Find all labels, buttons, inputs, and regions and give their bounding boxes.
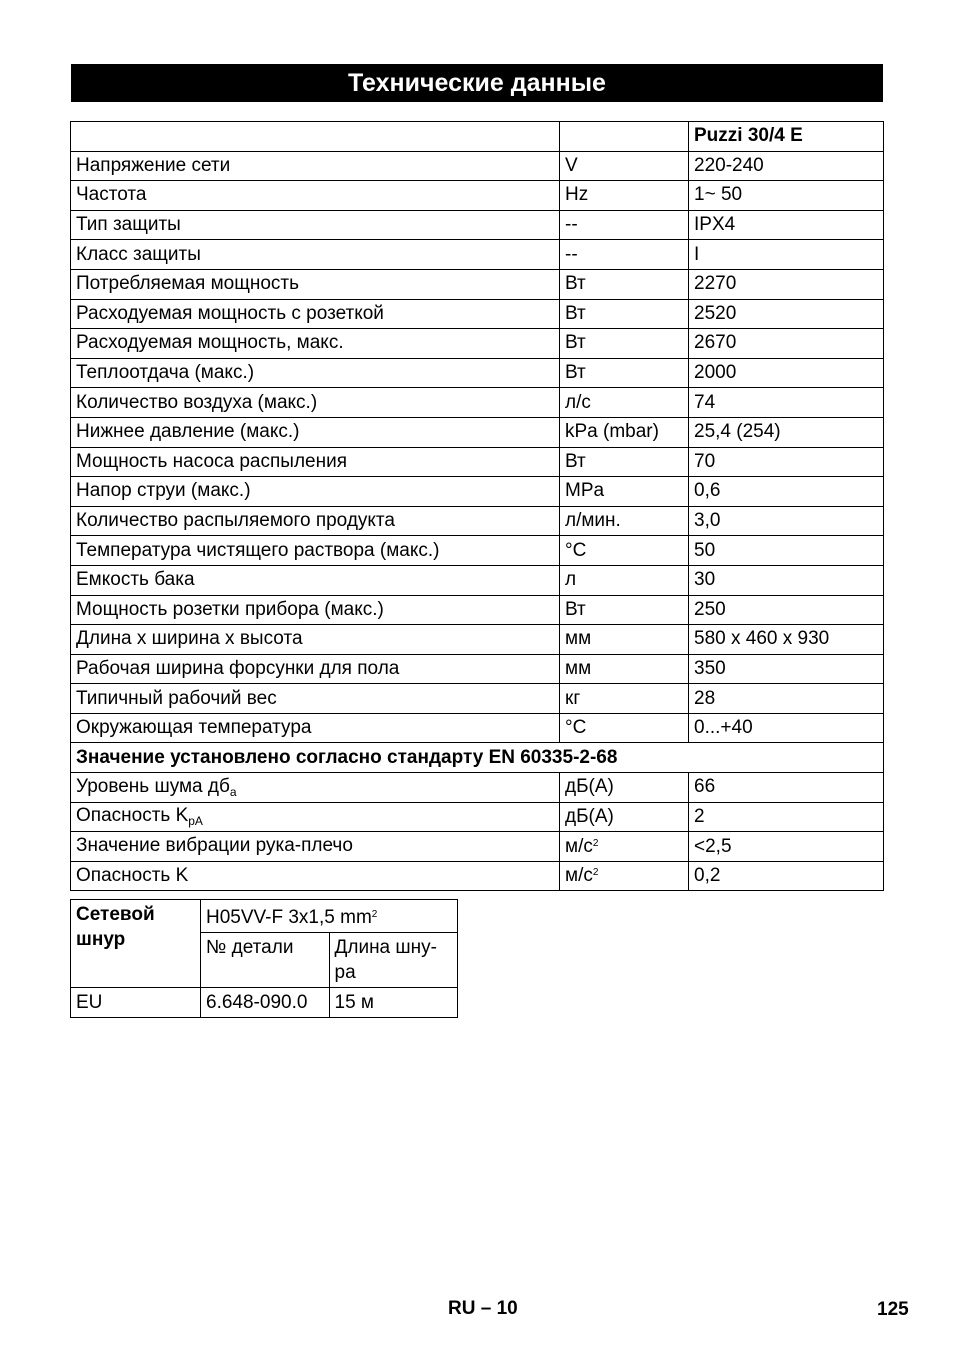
spec-label: Емкость бака (71, 565, 560, 595)
spec-label: Напряжение сети (71, 151, 560, 181)
spec-unit: Hz (560, 181, 689, 211)
spec-table (70, 121, 884, 891)
spec-unit: Вт (560, 447, 689, 477)
spec-label: Напор струи (макс.) (71, 477, 560, 507)
cord-length: 15 м (329, 988, 458, 1018)
noise-row (71, 832, 884, 862)
cable-type: H05VV-F 3x1,5 mm (206, 907, 372, 928)
spec-label: Нижнее давление (макс.) (71, 417, 560, 447)
spec-row (71, 299, 884, 329)
spec-value: 2520 (689, 299, 884, 329)
spec-unit: Вт (560, 358, 689, 388)
spec-row (71, 447, 884, 477)
noise-unit-superscript: 2 (592, 867, 599, 879)
noise-row (71, 773, 884, 803)
spec-value: I (689, 240, 884, 270)
noise-value: 66 (689, 773, 884, 803)
cord-heading: Сетевой шнур (71, 900, 201, 988)
noise-unit (560, 832, 689, 862)
noise-label (71, 773, 560, 803)
spec-unit: V (560, 151, 689, 181)
noise-value: 2 (689, 802, 884, 832)
noise-unit (560, 861, 689, 891)
spec-value: 74 (689, 388, 884, 418)
spec-value: 350 (689, 654, 884, 684)
standard-row (71, 743, 884, 773)
spec-row (71, 358, 884, 388)
spec-label: Расходуемая мощность с розеткой (71, 299, 560, 329)
spec-row (71, 684, 884, 714)
spec-label: Расходуемая мощность, макс. (71, 329, 560, 359)
spec-value: 2270 (689, 269, 884, 299)
spec-value: 0,6 (689, 477, 884, 507)
spec-value: 3,0 (689, 506, 884, 536)
spec-header-blank (71, 122, 560, 152)
noise-unit (560, 773, 689, 803)
spec-value: IPX4 (689, 210, 884, 240)
noise-value: <2,5 (689, 832, 884, 862)
spec-row (71, 210, 884, 240)
spec-label: Мощность насоса распыления (71, 447, 560, 477)
spec-unit: °C (560, 713, 689, 743)
spec-row (71, 240, 884, 270)
spec-label: Теплоотдача (макс.) (71, 358, 560, 388)
spec-label: Потребляемая мощность (71, 269, 560, 299)
spec-header-blank (560, 122, 689, 152)
spec-row (71, 477, 884, 507)
spec-unit: мм (560, 625, 689, 655)
spec-row (71, 595, 884, 625)
spec-unit: л/с (560, 388, 689, 418)
spec-unit: Вт (560, 299, 689, 329)
noise-unit (560, 802, 689, 832)
spec-value: 580 x 460 x 930 (689, 625, 884, 655)
spec-value: 25,4 (254) (689, 417, 884, 447)
cord-region: EU (71, 988, 201, 1018)
noise-unit-text: дБ(A) (565, 805, 614, 827)
spec-unit: kPa (mbar) (560, 417, 689, 447)
spec-unit: MPa (560, 477, 689, 507)
spec-unit: кг (560, 684, 689, 714)
spec-label: Температура чистящего раствора (макс.) (71, 536, 560, 566)
noise-label-subscript: a (229, 784, 237, 799)
spec-label: Мощность розетки прибора (макс.) (71, 595, 560, 625)
spec-value: 30 (689, 565, 884, 595)
standard-heading: Значение установлено согласно стандарту EN 60335-2-68 (71, 743, 884, 773)
spec-label: Количество воздуха (макс.) (71, 388, 560, 418)
spec-row (71, 329, 884, 359)
spec-row (71, 388, 884, 418)
model-name: Puzzi 30/4 E (689, 122, 884, 152)
spec-value: 2000 (689, 358, 884, 388)
spec-row (71, 713, 884, 743)
noise-row (71, 802, 884, 832)
spec-label: Рабочая ширина форсунки для пола (71, 654, 560, 684)
spec-value: 1~ 50 (689, 181, 884, 211)
cord-table (70, 899, 458, 1018)
spec-unit: мм (560, 654, 689, 684)
spec-unit: Вт (560, 329, 689, 359)
spec-row (71, 625, 884, 655)
noise-label-text: Уровень шума дб (76, 775, 230, 797)
noise-label-text: Опасность K (76, 864, 189, 886)
spec-unit: л/мин. (560, 506, 689, 536)
spec-label: Тип защиты (71, 210, 560, 240)
spec-value: 0...+40 (689, 713, 884, 743)
spec-value: 250 (689, 595, 884, 625)
noise-unit-text: дБ(A) (565, 776, 614, 798)
spec-row (71, 269, 884, 299)
col-length: Длина шну- ра (329, 933, 458, 988)
noise-unit-superscript: 2 (592, 837, 599, 849)
col-part-no: № детали (201, 933, 330, 988)
cord-part-no: 6.648-090.0 (201, 988, 330, 1018)
spec-label: Типичный рабочий вес (71, 684, 560, 714)
noise-label-text: Значение вибрации рука-плечо (76, 835, 353, 857)
noise-value: 0,2 (689, 861, 884, 891)
spec-value: 50 (689, 536, 884, 566)
spec-unit: °C (560, 536, 689, 566)
cord-row (71, 900, 458, 933)
spec-unit: Вт (560, 269, 689, 299)
spec-row (71, 417, 884, 447)
spec-header-row (71, 122, 884, 152)
spec-unit: -- (560, 210, 689, 240)
spec-label: Частота (71, 181, 560, 211)
noise-label-subscript: pA (188, 814, 203, 829)
cord-row (71, 988, 458, 1018)
noise-label (71, 861, 560, 891)
spec-row (71, 151, 884, 181)
noise-label (71, 802, 560, 832)
footer-section: RU – 10 (448, 1298, 518, 1319)
spec-label: Класс защиты (71, 240, 560, 270)
spec-value: 70 (689, 447, 884, 477)
page-title: Технические данные (71, 64, 883, 102)
spec-row (71, 181, 884, 211)
spec-unit: л (560, 565, 689, 595)
spec-row (71, 565, 884, 595)
spec-row (71, 654, 884, 684)
noise-label-text: Опасность K (76, 805, 189, 827)
spec-value: 2670 (689, 329, 884, 359)
spec-row (71, 536, 884, 566)
spec-unit: Вт (560, 595, 689, 625)
noise-label (71, 832, 560, 862)
spec-value: 220-240 (689, 151, 884, 181)
spec-row (71, 506, 884, 536)
noise-unit-text: м/с (565, 835, 593, 857)
spec-value: 28 (689, 684, 884, 714)
noise-row (71, 861, 884, 891)
spec-label: Длина х ширина х высота (71, 625, 560, 655)
spec-unit: -- (560, 240, 689, 270)
spec-label: Количество распыляемого продукта (71, 506, 560, 536)
cable-type-cell (201, 900, 458, 933)
spec-label: Окружающая температура (71, 713, 560, 743)
noise-unit-text: м/с (565, 865, 593, 887)
page-number: 125 (877, 1299, 909, 1320)
cable-type-sup: 2 (371, 909, 378, 920)
